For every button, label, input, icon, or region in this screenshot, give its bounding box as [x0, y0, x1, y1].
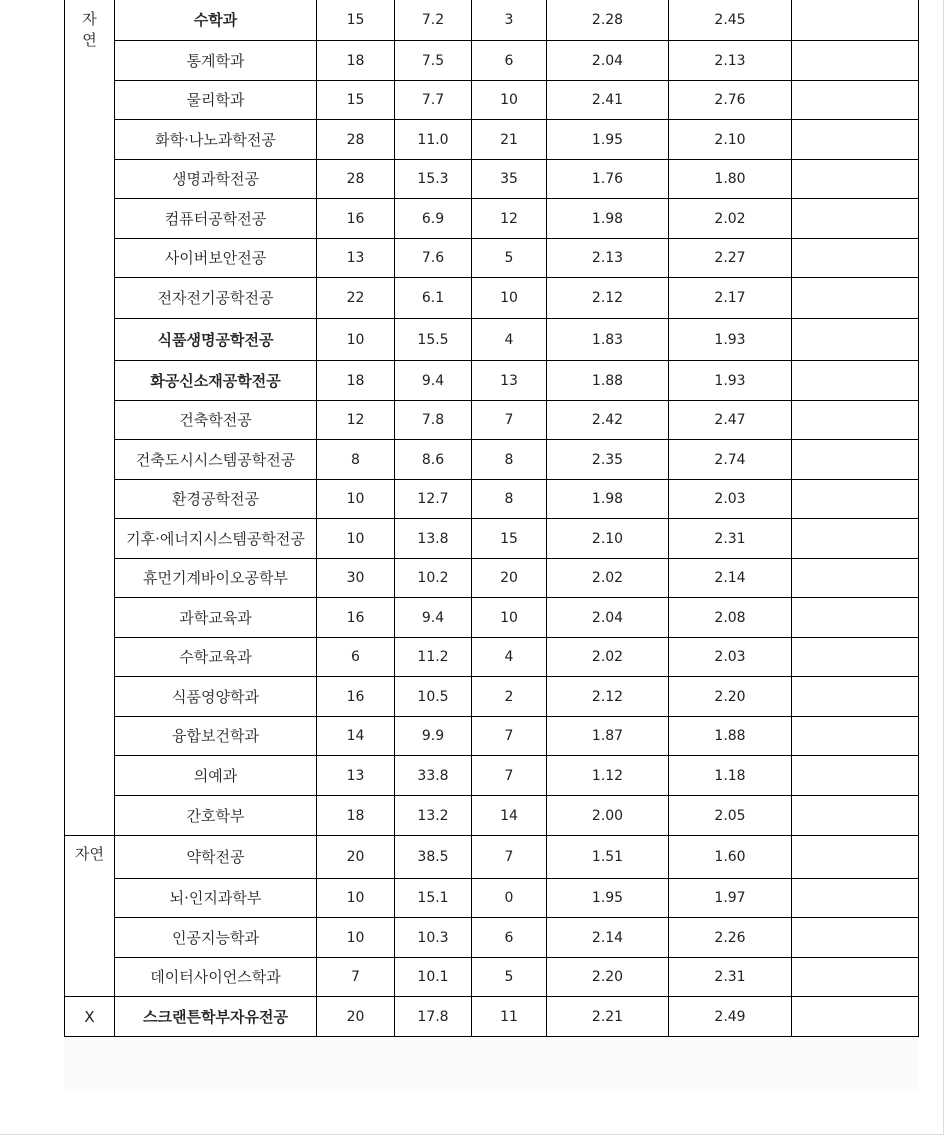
value-cell-2: 10.2 [395, 559, 472, 598]
table-row [65, 519, 919, 559]
table-row [65, 598, 919, 638]
value-cell-3: 3 [472, 0, 547, 41]
value-cell-6 [792, 401, 919, 440]
value-cell-5: 2.13 [669, 41, 792, 81]
department-name-cell: 기후·에너지시스템공학전공 [115, 519, 317, 559]
table-row [65, 440, 919, 480]
value-cell-4: 1.95 [547, 120, 669, 160]
value-cell-3: 8 [472, 440, 547, 480]
value-cell-1: 7 [317, 958, 395, 997]
value-cell-6 [792, 120, 919, 160]
value-cell-2: 7.5 [395, 41, 472, 81]
value-cell-6 [792, 319, 919, 361]
department-name-cell: 의예과 [115, 756, 317, 796]
value-cell-3: 5 [472, 958, 547, 997]
department-name-cell: 건축학전공 [115, 401, 317, 440]
value-cell-5: 1.88 [669, 717, 792, 756]
department-name-cell: 통계학과 [115, 41, 317, 81]
value-cell-3: 14 [472, 796, 547, 836]
category-cell: X [65, 997, 115, 1037]
value-cell-4: 2.35 [547, 440, 669, 480]
value-cell-3: 21 [472, 120, 547, 160]
value-cell-1: 28 [317, 120, 395, 160]
value-cell-5: 1.80 [669, 160, 792, 199]
value-cell-1: 12 [317, 401, 395, 440]
table-row [65, 879, 919, 918]
value-cell-6 [792, 638, 919, 677]
value-cell-1: 10 [317, 519, 395, 559]
value-cell-1: 20 [317, 997, 395, 1037]
table-row [65, 81, 919, 120]
value-cell-4: 2.12 [547, 677, 669, 717]
department-name-cell: 과학교육과 [115, 598, 317, 638]
value-cell-4: 2.13 [547, 239, 669, 278]
value-cell-3: 7 [472, 756, 547, 796]
value-cell-4: 2.14 [547, 918, 669, 958]
value-cell-4: 2.42 [547, 401, 669, 440]
value-cell-5: 2.03 [669, 480, 792, 519]
value-cell-5: 2.45 [669, 0, 792, 41]
table-row [65, 958, 919, 997]
value-cell-2: 10.1 [395, 958, 472, 997]
value-cell-3: 11 [472, 997, 547, 1037]
value-cell-6 [792, 199, 919, 239]
value-cell-3: 5 [472, 239, 547, 278]
value-cell-1: 15 [317, 0, 395, 41]
value-cell-5: 2.26 [669, 918, 792, 958]
value-cell-4: 1.83 [547, 319, 669, 361]
value-cell-4: 2.28 [547, 0, 669, 41]
value-cell-2: 15.3 [395, 160, 472, 199]
table-row [65, 638, 919, 677]
value-cell-2: 7.2 [395, 0, 472, 41]
value-cell-1: 18 [317, 796, 395, 836]
value-cell-5: 2.27 [669, 239, 792, 278]
table-row [65, 199, 919, 239]
value-cell-2: 7.7 [395, 81, 472, 120]
value-cell-4: 1.12 [547, 756, 669, 796]
value-cell-6 [792, 756, 919, 796]
value-cell-3: 10 [472, 278, 547, 319]
value-cell-3: 6 [472, 41, 547, 81]
value-cell-4: 1.95 [547, 879, 669, 918]
department-name-cell: 건축도시시스템공학전공 [115, 440, 317, 480]
value-cell-5: 1.97 [669, 879, 792, 918]
value-cell-6 [792, 958, 919, 997]
value-cell-3: 6 [472, 918, 547, 958]
value-cell-2: 6.1 [395, 278, 472, 319]
value-cell-4: 2.00 [547, 796, 669, 836]
value-cell-1: 10 [317, 480, 395, 519]
value-cell-3: 7 [472, 836, 547, 879]
department-name-cell: 수학교육과 [115, 638, 317, 677]
value-cell-1: 30 [317, 559, 395, 598]
department-name-cell: 식품영양학과 [115, 677, 317, 717]
value-cell-4: 2.10 [547, 519, 669, 559]
table-body [65, 0, 919, 1037]
value-cell-3: 20 [472, 559, 547, 598]
value-cell-5: 2.14 [669, 559, 792, 598]
value-cell-2: 10.3 [395, 918, 472, 958]
value-cell-2: 15.1 [395, 879, 472, 918]
value-cell-1: 16 [317, 199, 395, 239]
value-cell-2: 10.5 [395, 677, 472, 717]
value-cell-5: 2.03 [669, 638, 792, 677]
value-cell-6 [792, 598, 919, 638]
table-row [65, 796, 919, 836]
table-row [65, 677, 919, 717]
value-cell-3: 35 [472, 160, 547, 199]
value-cell-5: 2.10 [669, 120, 792, 160]
value-cell-3: 15 [472, 519, 547, 559]
table-row [65, 480, 919, 519]
value-cell-2: 7.8 [395, 401, 472, 440]
value-cell-3: 8 [472, 480, 547, 519]
value-cell-2: 11.2 [395, 638, 472, 677]
value-cell-5: 2.20 [669, 677, 792, 717]
department-name-cell: 물리학과 [115, 81, 317, 120]
value-cell-3: 4 [472, 319, 547, 361]
value-cell-5: 2.08 [669, 598, 792, 638]
value-cell-4: 2.21 [547, 997, 669, 1037]
department-name-cell: 데이터사이언스학과 [115, 958, 317, 997]
value-cell-4: 2.41 [547, 81, 669, 120]
value-cell-3: 12 [472, 199, 547, 239]
table-row [65, 559, 919, 598]
value-cell-4: 2.02 [547, 559, 669, 598]
value-cell-5: 2.02 [669, 199, 792, 239]
table-row [65, 401, 919, 440]
table-row [65, 717, 919, 756]
department-name-cell: 뇌·인지과학부 [115, 879, 317, 918]
value-cell-2: 17.8 [395, 997, 472, 1037]
department-name-cell: 인공지능학과 [115, 918, 317, 958]
value-cell-3: 13 [472, 361, 547, 401]
value-cell-5: 1.93 [669, 319, 792, 361]
value-cell-1: 10 [317, 319, 395, 361]
value-cell-5: 2.31 [669, 958, 792, 997]
value-cell-2: 33.8 [395, 756, 472, 796]
value-cell-1: 18 [317, 41, 395, 81]
value-cell-2: 8.6 [395, 440, 472, 480]
value-cell-1: 16 [317, 677, 395, 717]
page-bottom-margin [64, 1037, 918, 1091]
value-cell-2: 6.9 [395, 199, 472, 239]
value-cell-6 [792, 41, 919, 81]
value-cell-5: 2.05 [669, 796, 792, 836]
value-cell-2: 12.7 [395, 480, 472, 519]
value-cell-1: 15 [317, 81, 395, 120]
value-cell-4: 2.04 [547, 598, 669, 638]
table-row [65, 41, 919, 81]
category-cell: 자연 [65, 836, 115, 997]
department-name-cell: 컴퓨터공학전공 [115, 199, 317, 239]
department-name-cell: 식품생명공학전공 [115, 319, 317, 361]
table-row [65, 997, 919, 1037]
value-cell-6 [792, 717, 919, 756]
value-cell-6 [792, 160, 919, 199]
value-cell-6 [792, 480, 919, 519]
value-cell-5: 2.76 [669, 81, 792, 120]
value-cell-5: 2.31 [669, 519, 792, 559]
value-cell-2: 38.5 [395, 836, 472, 879]
value-cell-4: 1.98 [547, 199, 669, 239]
department-name-cell: 간호학부 [115, 796, 317, 836]
value-cell-4: 1.51 [547, 836, 669, 879]
department-name-cell: 수학과 [115, 0, 317, 41]
value-cell-4: 1.88 [547, 361, 669, 401]
value-cell-3: 0 [472, 879, 547, 918]
value-cell-4: 2.04 [547, 41, 669, 81]
value-cell-6 [792, 81, 919, 120]
value-cell-4: 1.87 [547, 717, 669, 756]
value-cell-1: 8 [317, 440, 395, 480]
value-cell-6 [792, 677, 919, 717]
value-cell-6 [792, 278, 919, 319]
value-cell-6 [792, 559, 919, 598]
value-cell-2: 13.2 [395, 796, 472, 836]
value-cell-6 [792, 997, 919, 1037]
table-row [65, 0, 919, 41]
value-cell-3: 7 [472, 717, 547, 756]
table-row [65, 319, 919, 361]
value-cell-2: 13.8 [395, 519, 472, 559]
value-cell-6 [792, 879, 919, 918]
value-cell-1: 13 [317, 756, 395, 796]
value-cell-5: 1.18 [669, 756, 792, 796]
department-name-cell: 사이버보안전공 [115, 239, 317, 278]
value-cell-3: 10 [472, 598, 547, 638]
table-row [65, 756, 919, 796]
value-cell-6 [792, 361, 919, 401]
department-name-cell: 융합보건학과 [115, 717, 317, 756]
table-row [65, 160, 919, 199]
value-cell-5: 2.74 [669, 440, 792, 480]
value-cell-6 [792, 836, 919, 879]
table-row [65, 361, 919, 401]
value-cell-2: 9.4 [395, 598, 472, 638]
value-cell-1: 13 [317, 239, 395, 278]
department-name-cell: 휴먼기계바이오공학부 [115, 559, 317, 598]
value-cell-6 [792, 440, 919, 480]
table-row [65, 836, 919, 879]
value-cell-1: 28 [317, 160, 395, 199]
value-cell-6 [792, 519, 919, 559]
department-name-cell: 화학·나노과학전공 [115, 120, 317, 160]
value-cell-5: 1.60 [669, 836, 792, 879]
department-name-cell: 스크랜튼학부자유전공 [115, 997, 317, 1037]
table-row [65, 918, 919, 958]
department-name-cell: 화공신소재공학전공 [115, 361, 317, 401]
value-cell-1: 6 [317, 638, 395, 677]
category-cell [65, 0, 115, 836]
value-cell-5: 2.47 [669, 401, 792, 440]
value-cell-4: 2.12 [547, 278, 669, 319]
value-cell-6 [792, 796, 919, 836]
value-cell-4: 2.02 [547, 638, 669, 677]
table-row [65, 120, 919, 160]
department-name-cell: 약학전공 [115, 836, 317, 879]
table-row [65, 278, 919, 319]
value-cell-5: 2.49 [669, 997, 792, 1037]
value-cell-4: 1.98 [547, 480, 669, 519]
value-cell-1: 22 [317, 278, 395, 319]
value-cell-4: 2.20 [547, 958, 669, 997]
category-char: 연 [82, 31, 97, 49]
value-cell-2: 15.5 [395, 319, 472, 361]
value-cell-2: 7.6 [395, 239, 472, 278]
value-cell-2: 11.0 [395, 120, 472, 160]
value-cell-1: 18 [317, 361, 395, 401]
value-cell-1: 16 [317, 598, 395, 638]
value-cell-2: 9.4 [395, 361, 472, 401]
value-cell-3: 7 [472, 401, 547, 440]
value-cell-3: 10 [472, 81, 547, 120]
value-cell-1: 10 [317, 879, 395, 918]
value-cell-5: 2.17 [669, 278, 792, 319]
value-cell-1: 14 [317, 717, 395, 756]
value-cell-6 [792, 918, 919, 958]
value-cell-3: 2 [472, 677, 547, 717]
value-cell-6 [792, 239, 919, 278]
value-cell-1: 10 [317, 918, 395, 958]
value-cell-3: 4 [472, 638, 547, 677]
department-name-cell: 환경공학전공 [115, 480, 317, 519]
category-char: 자 [82, 10, 97, 28]
value-cell-2: 9.9 [395, 717, 472, 756]
table-row [65, 239, 919, 278]
value-cell-1: 20 [317, 836, 395, 879]
department-name-cell: 생명과학전공 [115, 160, 317, 199]
department-name-cell: 전자전기공학전공 [115, 278, 317, 319]
value-cell-6 [792, 0, 919, 41]
value-cell-4: 1.76 [547, 160, 669, 199]
value-cell-5: 1.93 [669, 361, 792, 401]
admission-results-table [64, 0, 919, 1037]
